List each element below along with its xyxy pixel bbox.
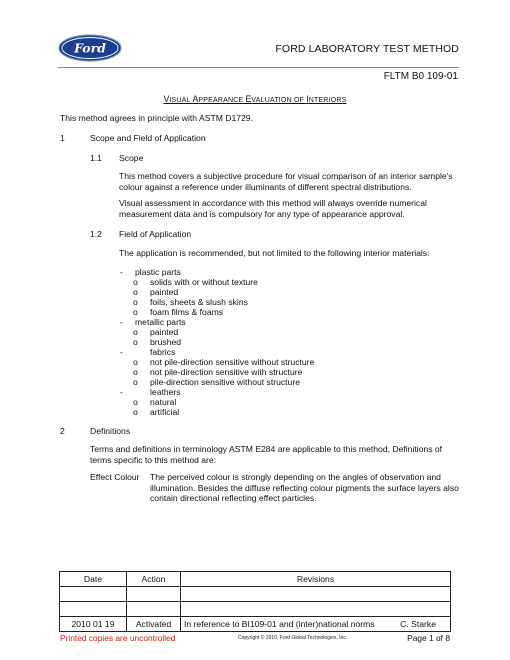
column-header-date: Date bbox=[60, 572, 127, 587]
definition-term: Effect Colour bbox=[90, 472, 140, 482]
scope-paragraph-1: This method covers a subjective procedure for visual comparison of an interior sample's colour against a reference under illuminants of different spectral distributions. bbox=[119, 171, 453, 192]
list-item: pile-direction sensitive without structure bbox=[150, 377, 300, 387]
section-1-title: Scope and Field of Application bbox=[90, 133, 206, 143]
list-bullet: o bbox=[133, 407, 138, 417]
list-item: foils, sheets & slush skins bbox=[150, 297, 248, 307]
list-item: solids with or without texture bbox=[150, 277, 258, 287]
definitions-paragraph: Terms and definitions in terminology ASTM E284 are applicable to this method. Definitions of terms specific to this method are: bbox=[90, 444, 443, 465]
definition-text: The perceived colour is strongly depending on the angles of observation and illumination. Besides the diffuse reflecting colour pigments the surface layers also contain directional reflecting effect particles. bbox=[150, 472, 459, 504]
section-1-2-title: Field of Application bbox=[119, 229, 192, 239]
cell-revision bbox=[181, 617, 451, 632]
list-bullet: o bbox=[133, 377, 138, 387]
list-bullet: o bbox=[133, 307, 138, 317]
table-row bbox=[60, 587, 451, 602]
document-code: FLTM B0 109-01 bbox=[383, 71, 458, 82]
column-header-revisions: Revisions bbox=[181, 572, 451, 587]
list-bullet: o bbox=[133, 397, 138, 407]
list-dash: - bbox=[120, 387, 123, 397]
cell-revision bbox=[181, 602, 451, 617]
section-1-1-title: Scope bbox=[119, 153, 144, 163]
header-title: FORD LABORATORY TEST METHOD bbox=[275, 43, 459, 55]
column-header-action: Action bbox=[127, 572, 181, 587]
list-group-label: leathers bbox=[150, 387, 181, 397]
list-bullet: o bbox=[133, 297, 138, 307]
cell-date bbox=[60, 602, 127, 617]
list-dash: - bbox=[120, 317, 123, 327]
list-bullet: o bbox=[133, 287, 138, 297]
list-group-label: metallic parts bbox=[135, 317, 186, 327]
document-title: VISUAL APPEARANCE EVALUATION OF INTERIORS bbox=[163, 94, 347, 104]
revision-author: C. Starke bbox=[400, 619, 436, 629]
section-2-number: 2 bbox=[60, 426, 65, 436]
ford-logo-text: Ford bbox=[74, 40, 106, 56]
revision-text: In reference to BI109-01 and (inter)national norms bbox=[184, 618, 375, 629]
intro-text: This method agrees in principle with ASTM D1729. bbox=[60, 113, 253, 123]
list-item: brushed bbox=[150, 337, 182, 347]
list-bullet: o bbox=[133, 327, 138, 337]
list-bullet: o bbox=[133, 357, 138, 367]
list-bullet: o bbox=[133, 277, 138, 287]
table-row bbox=[60, 617, 451, 632]
cell-date: 2010 01 19 bbox=[60, 617, 127, 632]
copyright-notice: Copyright © 2010, Ford Global Technologies, Inc. bbox=[238, 635, 348, 641]
section-1-1-number: 1.1 bbox=[90, 153, 102, 163]
application-paragraph: The application is recommended, but not limited to the following interior materials: bbox=[119, 248, 430, 258]
list-item: natural bbox=[150, 397, 177, 407]
section-1-number: 1 bbox=[60, 133, 65, 143]
list-item: painted bbox=[150, 327, 179, 337]
list-group-label: plastic parts bbox=[135, 267, 181, 277]
list-group-label: fabrics bbox=[150, 347, 176, 357]
list-item: foam films & foams bbox=[150, 307, 224, 317]
list-item: not pile-direction sensitive without structure bbox=[150, 357, 315, 367]
list-item: artificial bbox=[150, 407, 180, 417]
cell-action bbox=[127, 602, 181, 617]
cell-date bbox=[60, 587, 127, 602]
section-2-title: Definitions bbox=[90, 426, 131, 436]
cell-revision bbox=[181, 587, 451, 602]
uncontrolled-copies-notice: Printed copies are uncontrolled bbox=[60, 633, 176, 643]
list-dash: - bbox=[120, 267, 123, 277]
list-dash: - bbox=[120, 347, 123, 357]
scope-paragraph-2: Visual assessment in accordance with this method will always override numerical measurement data and is compulsory for any type of appearance approval. bbox=[119, 198, 427, 219]
ford-logo bbox=[58, 34, 122, 62]
list-item: not pile-direction sensitive with structure bbox=[150, 367, 303, 377]
header-divider bbox=[58, 67, 459, 68]
section-1-2-number: 1.2 bbox=[90, 229, 102, 239]
revisions-table bbox=[59, 571, 451, 632]
list-bullet: o bbox=[133, 337, 138, 347]
table-row bbox=[60, 602, 451, 617]
list-item: painted bbox=[150, 287, 179, 297]
table-header-row bbox=[60, 572, 451, 587]
page-number: Page 1 of 8 bbox=[407, 633, 450, 643]
list-bullet: o bbox=[133, 367, 138, 377]
cell-action bbox=[127, 587, 181, 602]
cell-action: Activated bbox=[127, 617, 181, 632]
